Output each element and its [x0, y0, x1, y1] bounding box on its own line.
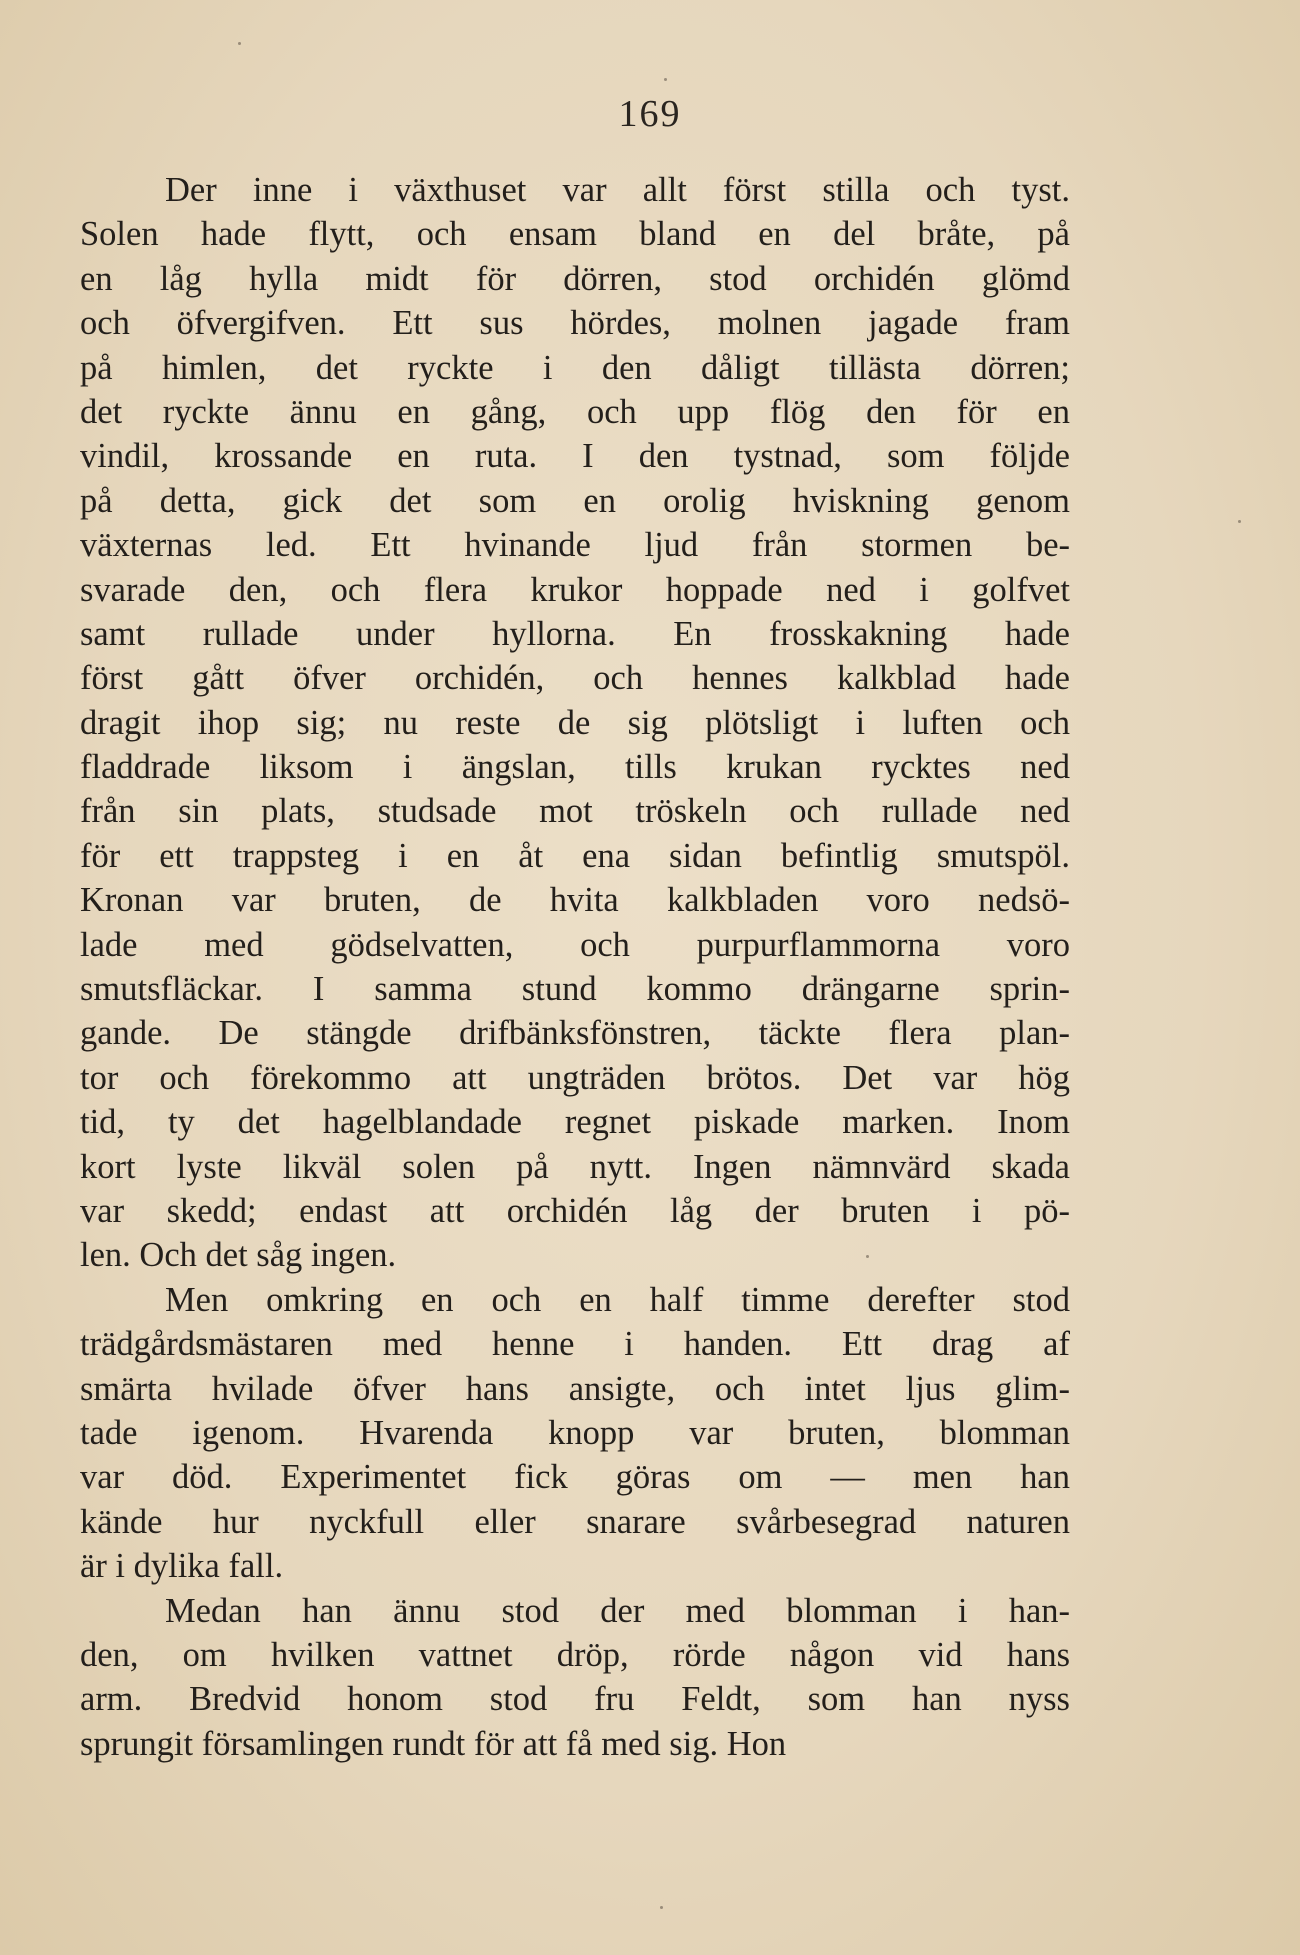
- text-line: tor och förekommo att ungträden brötos. Det var hög: [80, 1058, 1070, 1097]
- paragraph: [80, 168, 1070, 1278]
- text-line: det ryckte ännu en gång, och upp flög den för en: [80, 392, 1070, 431]
- body-text: [80, 168, 1070, 1766]
- text-line: kände hur nyckfull eller snarare svårbesegrad naturen: [80, 1502, 1070, 1541]
- text-line: för ett trappsteg i en åt ena sidan befintlig smutspöl.: [80, 836, 1070, 875]
- text-line: tid, ty det hagelblandade regnet piskade marken. Inom: [80, 1103, 1070, 1142]
- text-line: och öfvergifven. Ett sus hördes, molnen jagade fram: [80, 304, 1070, 343]
- text-line: är i dylika fall.: [80, 1547, 284, 1586]
- paper-speck: [866, 1255, 869, 1258]
- paper-speck: [1238, 520, 1241, 523]
- page-number: 169: [618, 93, 682, 135]
- text-line: len. Och det såg ingen.: [80, 1236, 397, 1275]
- paper-speck: [660, 1906, 663, 1909]
- paper-speck: [238, 42, 241, 45]
- text-line: först gått öfver orchidén, och hennes kalkblad hade: [80, 659, 1070, 698]
- text-line: Men omkring en och en half timme derefter stod: [165, 1280, 1070, 1319]
- text-line: på himlen, det ryckte i den dåligt tillästa dörren;: [80, 348, 1070, 387]
- text-line: samt rullade under hyllorna. En frosskakning hade: [80, 614, 1070, 653]
- text-line: dragit ihop sig; nu reste de sig plötsligt i luften och: [80, 703, 1070, 742]
- paragraph: [80, 1589, 1070, 1767]
- text-line: den, om hvilken vattnet dröp, rörde någon vid hans: [80, 1635, 1070, 1674]
- paragraph: [80, 1278, 1070, 1589]
- text-line: tade igenom. Hvarenda knopp var bruten, blomman: [80, 1413, 1070, 1452]
- text-line: från sin plats, studsade mot tröskeln och rullade ned: [80, 792, 1070, 831]
- text-line: Kronan var bruten, de hvita kalkbladen voro nedsö-: [80, 881, 1070, 920]
- text-line: Medan han ännu stod der med blomman i han-: [165, 1591, 1070, 1630]
- text-line: var skedd; endast att orchidén låg der bruten i pö-: [80, 1191, 1070, 1230]
- text-line: gande. De stängde drifbänksfönstren, täckte flera plan-: [80, 1014, 1070, 1053]
- text-line: lade med gödselvatten, och purpurflammorna voro: [80, 925, 1070, 964]
- text-line: på detta, gick det som en orolig hviskning genom: [80, 481, 1070, 520]
- text-line: svarade den, och flera krukor hoppade ned i golfvet: [80, 570, 1070, 609]
- text-line: Der inne i växthuset var allt först stilla och tyst.: [165, 171, 1070, 209]
- text-line: trädgårdsmästaren med henne i handen. Ett drag af: [80, 1325, 1070, 1364]
- text-line: Solen hade flytt, och ensam bland en del bråte, på: [80, 215, 1070, 254]
- text-line: fladdrade liksom i ängslan, tills krukan rycktes ned: [80, 748, 1070, 787]
- text-line: växternas led. Ett hvinande ljud från stormen be-: [80, 526, 1070, 565]
- text-line: vindil, krossande en ruta. I den tystnad, som följde: [80, 437, 1070, 476]
- text-line: en låg hylla midt för dörren, stod orchidén glömd: [80, 259, 1070, 298]
- text-line: arm. Bredvid honom stod fru Feldt, som han nyss: [80, 1680, 1070, 1719]
- text-line: kort lyste likväl solen på nytt. Ingen nämnvärd skada: [80, 1147, 1070, 1186]
- text-line: sprungit församlingen rundt för att få med sig. Hon: [80, 1724, 787, 1763]
- text-line: var död. Experimentet fick göras om — men han: [80, 1458, 1070, 1497]
- paper-speck: [664, 78, 667, 81]
- text-line: smärta hvilade öfver hans ansigte, och intet ljus glim-: [80, 1369, 1070, 1408]
- text-line: smutsfläckar. I samma stund kommo drängarne sprin-: [80, 970, 1070, 1009]
